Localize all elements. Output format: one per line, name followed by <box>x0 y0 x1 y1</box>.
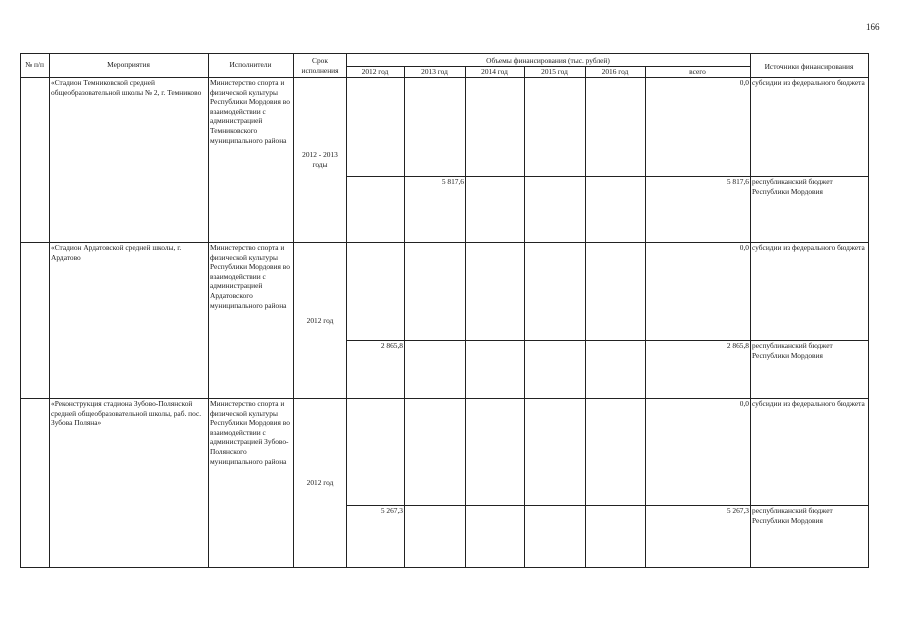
row-federal-total: 0,0 <box>739 399 749 408</box>
row-event: «Реконструкция стадиона Зубово-Полянской средней общеобразовательной школы, раб. пос. Зубова Поляна» <box>51 399 202 428</box>
row-republic-total: 2 865,8 <box>726 341 749 350</box>
header-total: всего <box>689 67 706 76</box>
header-year-2014: 2014 год <box>481 67 508 76</box>
row-republic-total: 5 267,3 <box>726 506 749 515</box>
row-event: «Стадион Темниковской средней общеобразовательной школы № 2, г. Темниково <box>51 78 202 97</box>
row-republic-2013: 5 817,6 <box>441 177 464 186</box>
row-republic-2012: 5 267,3 <box>380 506 403 515</box>
row-term: 2012 - 2013 годы <box>302 150 338 169</box>
row-republic-2012: 2 865,8 <box>380 341 403 350</box>
header-year-2012: 2012 год <box>361 67 389 76</box>
row-federal-source: субсидии из федерального бюджета <box>752 243 865 252</box>
row-executor: Министерство спорта и физической культуры Республики Мордовия во взаимодействии с администрацией Зубово-Полянского муниципального района <box>210 399 290 466</box>
row-republic-total: 5 817,6 <box>726 177 749 186</box>
row-event: «Стадион Ардатовской средней школы, г. Ардатово <box>51 243 182 262</box>
header-sources: Источники финансирования <box>764 62 854 71</box>
header-term: Срок исполнения <box>301 56 339 75</box>
row-executor: Министерство спорта и физической культуры Республики Мордовия во взаимодействии с администрацией Ардатовского муниципального района <box>210 243 290 310</box>
row-federal-source: субсидии из федерального бюджета <box>752 78 865 87</box>
row-republic-source: республиканский бюджет Республики Мордовия <box>752 341 833 360</box>
header-num: № п/п <box>25 60 44 69</box>
row-executor: Министерство спорта и физической культуры Республики Мордовия во взаимодействии с администрацией Темниковского муниципального района <box>210 78 290 145</box>
header-executor: Исполнители <box>229 60 272 69</box>
header-year-2015: 2015 год <box>541 67 568 76</box>
row-term: 2012 год <box>306 316 334 325</box>
header-event: Мероприятия <box>107 60 150 69</box>
header-funding: Объемы финансирования (тыс. рублей) <box>486 56 610 65</box>
row-federal-total: 0,0 <box>739 243 749 252</box>
header-year-2016: 2016 год <box>601 67 629 76</box>
row-federal-source: субсидии из федерального бюджета <box>752 399 865 408</box>
header-year-2013: 2013 год <box>421 67 448 76</box>
row-republic-source: республиканский бюджет Республики Мордовия <box>752 177 833 196</box>
row-federal-total: 0,0 <box>739 78 749 87</box>
row-republic-source: республиканский бюджет Республики Мордовия <box>752 506 833 525</box>
page-number: 166 <box>866 22 880 32</box>
row-term: 2012 год <box>306 478 334 487</box>
